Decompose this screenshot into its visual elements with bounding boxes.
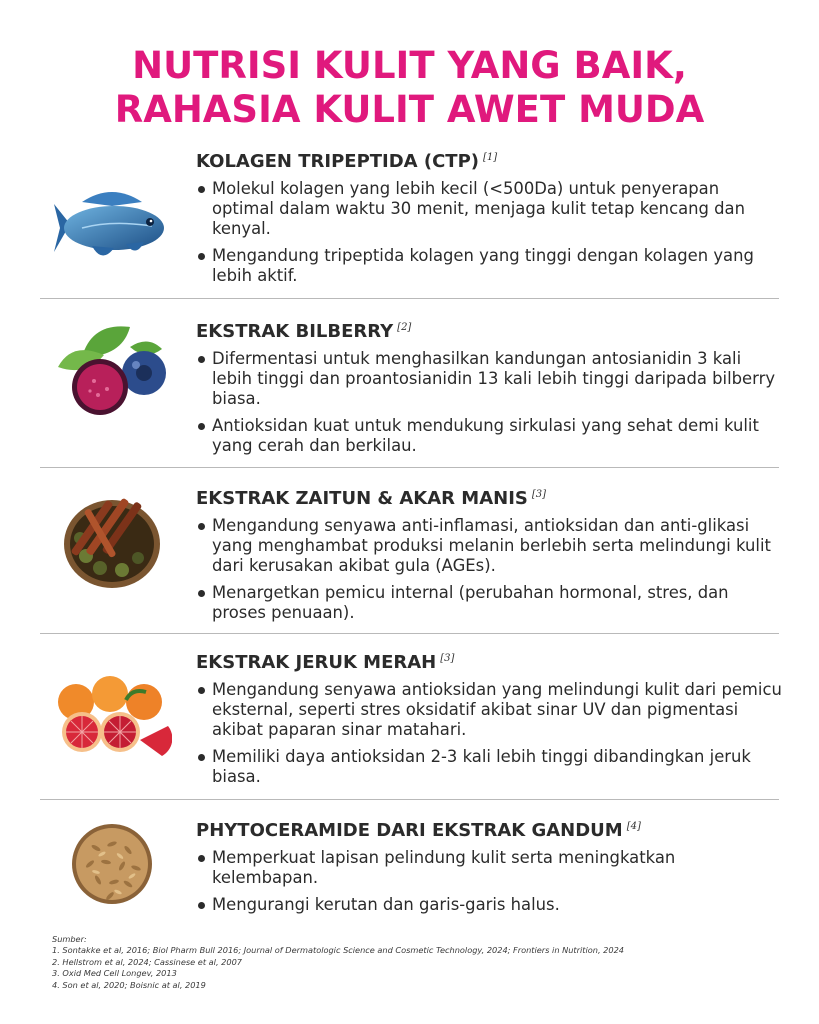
title-line-1: NUTRISI KULIT YANG BAIK, [132, 44, 687, 87]
bullet-item: Molekul kolagen yang lebih kecil (<500Da) untuk penyerapan optimal dalam waktu 30 menit, menjaga kulit tetap kencang dan kenyal. [196, 179, 786, 239]
bullet-list [196, 516, 786, 623]
reference-marker: [2] [397, 322, 412, 333]
page-title [0, 44, 819, 132]
section-heading: EKSTRAK JERUK MERAH [3] [196, 652, 455, 673]
bullet-list [196, 349, 786, 456]
section-heading: PHYTOCERAMIDE DARI EKSTRAK GANDUM [4] [196, 820, 641, 841]
source-item: 3. Oxid Med Cell Longev, 2013 [52, 968, 177, 979]
reference-marker: [3] [440, 653, 455, 664]
section-divider [40, 467, 779, 468]
bullet-item: Mengurangi kerutan dan garis-garis halus. [196, 895, 786, 915]
bilberry-icon [52, 317, 172, 427]
bullet-item: Mengandung senyawa anti-inflamasi, antioksidan dan anti-glikasi yang menghambat produksi melanin berlebih serta melindungi kulit dari kerusakan akibat gula (AGEs). [196, 516, 786, 576]
bullet-list [196, 680, 786, 787]
reference-marker: [4] [626, 821, 641, 832]
section-heading: KOLAGEN TRIPEPTIDA (CTP) [1] [196, 151, 498, 172]
bullet-item: Mengandung tripeptida kolagen yang tinggi dengan kolagen yang lebih aktif. [196, 246, 786, 286]
sources-label: Sumber: [52, 934, 87, 944]
section-divider [40, 799, 779, 800]
olive-licorice-icon [52, 486, 172, 596]
reference-marker: [3] [531, 489, 547, 500]
reference-marker: [1] [483, 152, 498, 163]
source-item: 2. Hellstrom et al, 2024; Cassinese et al, 2007 [52, 956, 242, 967]
bullet-item: Mengandung senyawa antioksidan yang melindungi kulit dari pemicu eksternal, seperti stres oksidatif akibat sinar UV dan pigmentasi akibat paparan sinar matahari. [196, 680, 786, 740]
bullet-item: Difermentasi untuk menghasilkan kandungan antosianidin 3 kali lebih tinggi dan proantosianidin 13 kali lebih tinggi daripada bilberry biasa. [196, 349, 786, 409]
bullet-item: Antioksidan kuat untuk mendukung sirkulasi yang sehat demi kulit yang cerah dan berkilau. [196, 416, 786, 456]
bullet-list [196, 179, 786, 286]
bullet-list [196, 848, 786, 915]
fish-icon [52, 172, 172, 282]
section-divider [40, 298, 779, 299]
title-line-2: RAHASIA KULIT AWET MUDA [114, 88, 705, 131]
bullet-item: Memperkuat lapisan pelindung kulit serta meningkatkan kelembapan. [196, 848, 786, 888]
section-heading: EKSTRAK ZAITUN & AKAR MANIS [3] [196, 488, 547, 509]
blood-orange-icon [52, 666, 172, 776]
sources-footnote [52, 934, 792, 991]
section-heading: EKSTRAK BILBERRY [2] [196, 321, 412, 342]
bullet-item: Memiliki daya antioksidan 2-3 kali lebih tinggi dibandingkan jeruk biasa. [196, 747, 786, 787]
section-divider [40, 633, 779, 634]
wheat-grain-icon [52, 812, 172, 922]
bullet-item: Menargetkan pemicu internal (perubahan hormonal, stres, dan proses penuaan). [196, 583, 786, 623]
source-item: 1. Sontakke et al, 2016; Biol Pharm Bull 2016; Journal of Dermatologic Science and Cosmetic Technology, 2024; Frontiers in Nutrition, 2024 [52, 945, 624, 956]
source-item: 4. Son et al, 2020; Boisnic at al, 2019 [52, 979, 206, 990]
